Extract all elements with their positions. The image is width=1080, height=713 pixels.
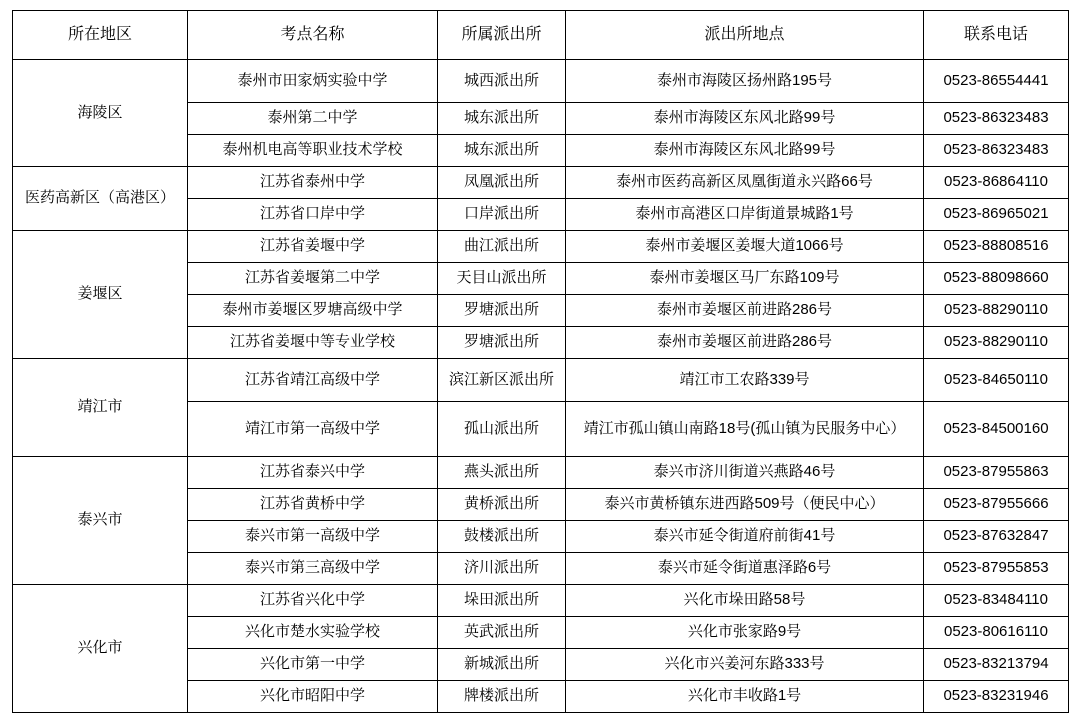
table-body [13, 60, 1069, 713]
column-header-address: 派出所地点 [566, 11, 924, 60]
phone-cell: 0523-86323483 [924, 103, 1069, 135]
station-cell: 新城派出所 [438, 649, 566, 681]
school-cell: 泰兴市第三高级中学 [188, 553, 438, 585]
phone-cell: 0523-86864110 [924, 167, 1069, 199]
phone-cell: 0523-84500160 [924, 402, 1069, 457]
station-cell: 城西派出所 [438, 60, 566, 103]
phone-cell: 0523-87955853 [924, 553, 1069, 585]
phone-cell: 0523-83231946 [924, 681, 1069, 713]
address-cell: 兴化市张家路9号 [566, 617, 924, 649]
school-cell: 江苏省兴化中学 [188, 585, 438, 617]
station-cell: 罗塘派出所 [438, 295, 566, 327]
address-cell: 泰州市姜堰区前进路286号 [566, 295, 924, 327]
station-cell: 口岸派出所 [438, 199, 566, 231]
station-cell: 济川派出所 [438, 553, 566, 585]
address-cell: 泰兴市延令街道府前街41号 [566, 521, 924, 553]
phone-cell: 0523-87955863 [924, 457, 1069, 489]
column-header-school: 考点名称 [188, 11, 438, 60]
address-cell: 泰州市姜堰区马厂东路109号 [566, 263, 924, 295]
address-cell: 泰兴市延令街道惠泽路6号 [566, 553, 924, 585]
column-header-phone: 联系电话 [924, 11, 1069, 60]
station-cell: 黄桥派出所 [438, 489, 566, 521]
phone-cell: 0523-87955666 [924, 489, 1069, 521]
phone-cell: 0523-83213794 [924, 649, 1069, 681]
address-cell: 泰州市海陵区东风北路99号 [566, 103, 924, 135]
school-cell: 江苏省泰兴中学 [188, 457, 438, 489]
school-cell: 兴化市楚水实验学校 [188, 617, 438, 649]
station-cell: 垛田派出所 [438, 585, 566, 617]
address-cell: 泰州市海陵区扬州路195号 [566, 60, 924, 103]
station-cell: 城东派出所 [438, 135, 566, 167]
school-cell: 江苏省姜堰中等专业学校 [188, 327, 438, 359]
table-header-row [13, 11, 1069, 60]
phone-cell: 0523-88290110 [924, 295, 1069, 327]
phone-cell: 0523-88290110 [924, 327, 1069, 359]
school-cell: 兴化市第一中学 [188, 649, 438, 681]
column-header-station: 所属派出所 [438, 11, 566, 60]
station-cell: 天目山派出所 [438, 263, 566, 295]
phone-cell: 0523-83484110 [924, 585, 1069, 617]
address-cell: 泰州市姜堰区姜堰大道1066号 [566, 231, 924, 263]
phone-cell: 0523-86965021 [924, 199, 1069, 231]
address-cell: 兴化市兴姜河东路333号 [566, 649, 924, 681]
school-cell: 泰州市田家炳实验中学 [188, 60, 438, 103]
station-cell: 城东派出所 [438, 103, 566, 135]
school-cell: 江苏省姜堰中学 [188, 231, 438, 263]
phone-cell: 0523-87632847 [924, 521, 1069, 553]
school-cell: 兴化市昭阳中学 [188, 681, 438, 713]
school-cell: 泰州市姜堰区罗塘高级中学 [188, 295, 438, 327]
address-cell: 兴化市丰收路1号 [566, 681, 924, 713]
school-cell: 江苏省口岸中学 [188, 199, 438, 231]
phone-cell: 0523-80616110 [924, 617, 1069, 649]
address-cell: 泰州市海陵区东风北路99号 [566, 135, 924, 167]
address-cell: 兴化市垛田路58号 [566, 585, 924, 617]
table-row [13, 167, 1069, 199]
region-cell: 靖江市 [13, 359, 188, 457]
phone-cell: 0523-86554441 [924, 60, 1069, 103]
region-cell: 泰兴市 [13, 457, 188, 585]
table-row [13, 60, 1069, 103]
address-cell: 泰兴市黄桥镇东进西路509号（便民中心） [566, 489, 924, 521]
table-row [13, 585, 1069, 617]
school-cell: 江苏省靖江高级中学 [188, 359, 438, 402]
phone-cell: 0523-84650110 [924, 359, 1069, 402]
table-row [13, 457, 1069, 489]
region-cell: 海陵区 [13, 60, 188, 167]
phone-cell: 0523-88098660 [924, 263, 1069, 295]
address-cell: 泰州市高港区口岸街道景城路1号 [566, 199, 924, 231]
address-cell: 靖江市孤山镇山南路18号(孤山镇为民服务中心） [566, 402, 924, 457]
address-cell: 泰州市姜堰区前进路286号 [566, 327, 924, 359]
school-cell: 靖江市第一高级中学 [188, 402, 438, 457]
address-cell: 靖江市工农路339号 [566, 359, 924, 402]
station-cell: 英武派出所 [438, 617, 566, 649]
column-header-region: 所在地区 [13, 11, 188, 60]
phone-cell: 0523-88808516 [924, 231, 1069, 263]
station-cell: 鼓楼派出所 [438, 521, 566, 553]
address-cell: 泰兴市济川街道兴燕路46号 [566, 457, 924, 489]
school-cell: 江苏省泰州中学 [188, 167, 438, 199]
school-cell: 泰兴市第一高级中学 [188, 521, 438, 553]
station-cell: 滨江新区派出所 [438, 359, 566, 402]
station-cell: 凤凰派出所 [438, 167, 566, 199]
station-cell: 曲江派出所 [438, 231, 566, 263]
station-cell: 燕头派出所 [438, 457, 566, 489]
school-cell: 泰州第二中学 [188, 103, 438, 135]
table-header [13, 11, 1069, 60]
phone-cell: 0523-86323483 [924, 135, 1069, 167]
station-cell: 罗塘派出所 [438, 327, 566, 359]
exam-sites-table [12, 10, 1069, 713]
region-cell: 兴化市 [13, 585, 188, 713]
table-row [13, 359, 1069, 402]
region-cell: 姜堰区 [13, 231, 188, 359]
station-cell: 孤山派出所 [438, 402, 566, 457]
address-cell: 泰州市医药高新区凤凰街道永兴路66号 [566, 167, 924, 199]
station-cell: 牌楼派出所 [438, 681, 566, 713]
school-cell: 江苏省黄桥中学 [188, 489, 438, 521]
region-cell: 医药高新区（高港区） [13, 167, 188, 231]
table-row [13, 231, 1069, 263]
school-cell: 江苏省姜堰第二中学 [188, 263, 438, 295]
school-cell: 泰州机电高等职业技术学校 [188, 135, 438, 167]
